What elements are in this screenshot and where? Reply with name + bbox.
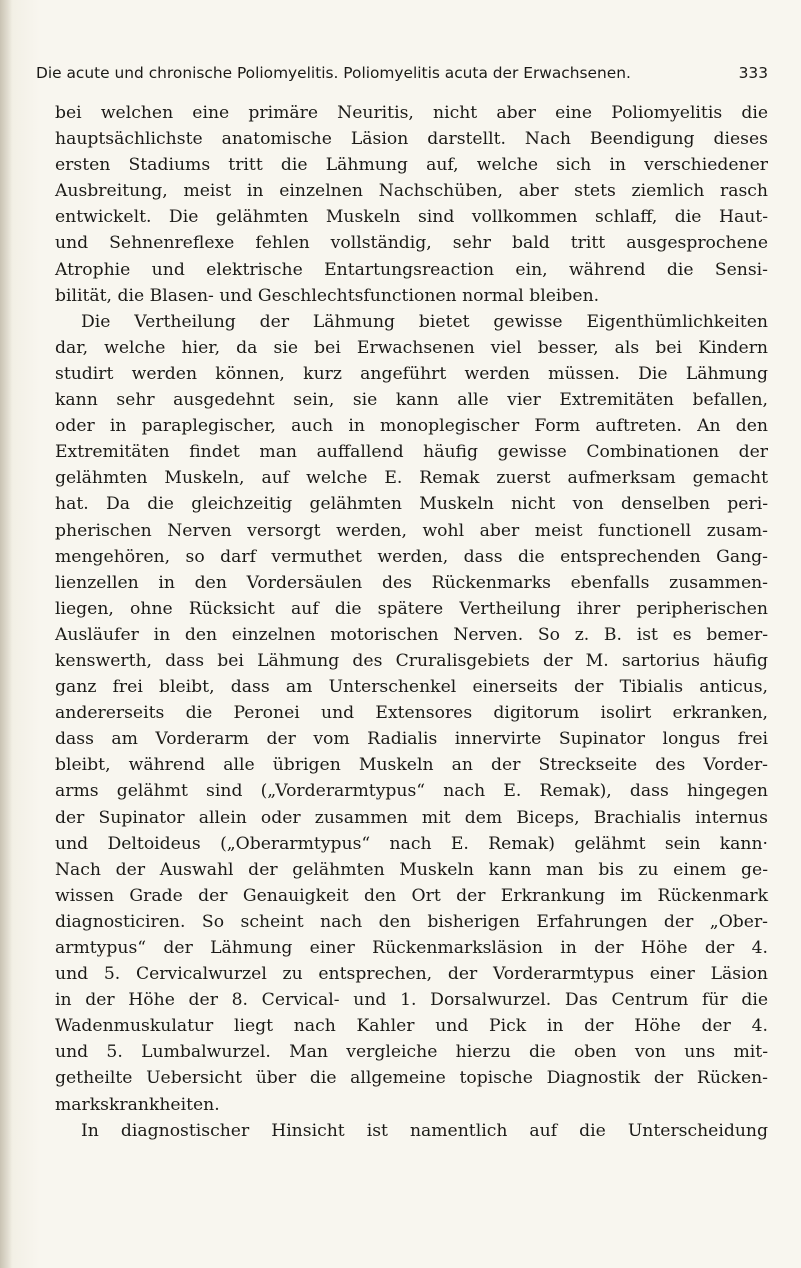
text-line: bleibt, während alle übrigen Muskeln an der Streckseite des Vorder-	[55, 755, 768, 776]
text-line: dar, welche hier, da sie bei Erwachsenen viel besser, als bei Kindern	[55, 337, 768, 358]
page-number: 333	[738, 64, 768, 82]
text-line: lienzellen in den Vordersäulen des Rückenmarks ebenfalls zusammen-	[55, 572, 768, 593]
body-text	[55, 100, 768, 1144]
text-line: in der Höhe der 8. Cervical- und 1. Dorsalwurzel. Das Centrum für die	[55, 990, 768, 1011]
text-line: Ausbreitung, meist in einzelnen Nachschüben, aber stets ziemlich rasch	[55, 181, 768, 202]
text-line: kenswerth, dass bei Lähmung des Cruralisgebiets der M. sartorius häufig	[55, 650, 768, 671]
text-line: Ausläufer in den einzelnen motorischen Nerven. So z. B. ist es bemer-	[55, 624, 768, 645]
text-line: Extremitäten findet man auffallend häufig gewisse Combinationen der	[55, 442, 768, 463]
text-line: Atrophie und elektrische Entartungsreaction ein, während die Sensi-	[55, 259, 768, 280]
text-line: dass am Vorderarm der vom Radialis innervirte Supinator longus frei	[55, 729, 768, 750]
text-line: diagnosticiren. So scheint nach den bisherigen Erfahrungen der „Ober-	[55, 911, 768, 932]
text-line: Die Vertheilung der Lähmung bietet gewisse Eigenthümlichkeiten	[81, 311, 768, 332]
text-line: und Deltoideus („Oberarmtypus“ nach E. Remak) gelähmt sein kann·	[55, 833, 768, 854]
text-line: wissen Grade der Genauigkeit den Ort der Erkrankung im Rückenmark	[55, 885, 768, 906]
text-line: andererseits die Peronei und Extensores digitorum isolirt erkranken,	[55, 703, 768, 724]
running-title: Die acute und chronische Poliomyelitis. Poliomyelitis acuta der Erwachsenen.	[36, 64, 631, 82]
text-line: Wadenmuskulatur liegt nach Kahler und Pick in der Höhe der 4.	[55, 1016, 768, 1037]
text-line: bilität, die Blasen- und Geschlechtsfunctionen normal bleiben.	[55, 285, 600, 306]
text-line: entwickelt. Die gelähmten Muskeln sind vollkommen schlaff, die Haut-	[55, 207, 768, 228]
text-line: und 5. Lumbalwurzel. Man vergleiche hierzu die oben von uns mit-	[55, 1042, 768, 1063]
text-line: hat. Da die gleichzeitig gelähmten Muskeln nicht von denselben peri-	[55, 494, 768, 515]
text-line: und Sehnenreflexe fehlen vollständig, sehr bald tritt ausgesprochene	[55, 233, 768, 254]
text-line: der Supinator allein oder zusammen mit dem Biceps, Brachialis internus	[55, 807, 768, 828]
running-header	[36, 64, 768, 90]
text-line: hauptsächlichste anatomische Läsion darstellt. Nach Beendigung dieses	[55, 129, 768, 150]
text-line: getheilte Uebersicht über die allgemeine topische Diagnostik der Rücken-	[55, 1068, 768, 1089]
text-line: ersten Stadiums tritt die Lähmung auf, welche sich in verschiedener	[55, 155, 768, 176]
text-line: oder in paraplegischer, auch in monoplegischer Form auftreten. An den	[55, 416, 768, 437]
text-line: markskrankheiten.	[55, 1094, 220, 1115]
text-line: arms gelähmt sind („Vorderarmtypus“ nach E. Remak), dass hingegen	[55, 781, 768, 802]
text-line: In diagnostischer Hinsicht ist namentlich auf die Unterscheidung	[81, 1120, 768, 1141]
text-line: und 5. Cervicalwurzel zu entsprechen, der Vorderarmtypus einer Läsion	[55, 964, 768, 985]
text-line: pherischen Nerven versorgt werden, wohl aber meist functionell zusam-	[55, 520, 768, 541]
page-binding-edge	[0, 0, 12, 1268]
text-line: armtypus“ der Lähmung einer Rückenmarksläsion in der Höhe der 4.	[55, 938, 768, 958]
text-line: mengehören, so darf vermuthet werden, dass die entsprechenden Gang-	[55, 546, 768, 567]
text-line: liegen, ohne Rücksicht auf die spätere Vertheilung ihrer peripherischen	[55, 598, 768, 619]
text-line: gelähmten Muskeln, auf welche E. Remak zuerst aufmerksam gemacht	[55, 468, 768, 489]
text-line: studirt werden können, kurz angeführt werden müssen. Die Lähmung	[55, 363, 768, 384]
text-line: kann sehr ausgedehnt sein, sie kann alle vier Extremitäten befallen,	[55, 390, 768, 411]
text-line: bei welchen eine primäre Neuritis, nicht aber eine Poliomyelitis die	[55, 103, 768, 123]
text-line: Nach der Auswahl der gelähmten Muskeln kann man bis zu einem ge-	[55, 859, 768, 880]
text-line: ganz frei bleibt, dass am Unterschenkel einerseits der Tibialis anticus,	[55, 677, 768, 698]
